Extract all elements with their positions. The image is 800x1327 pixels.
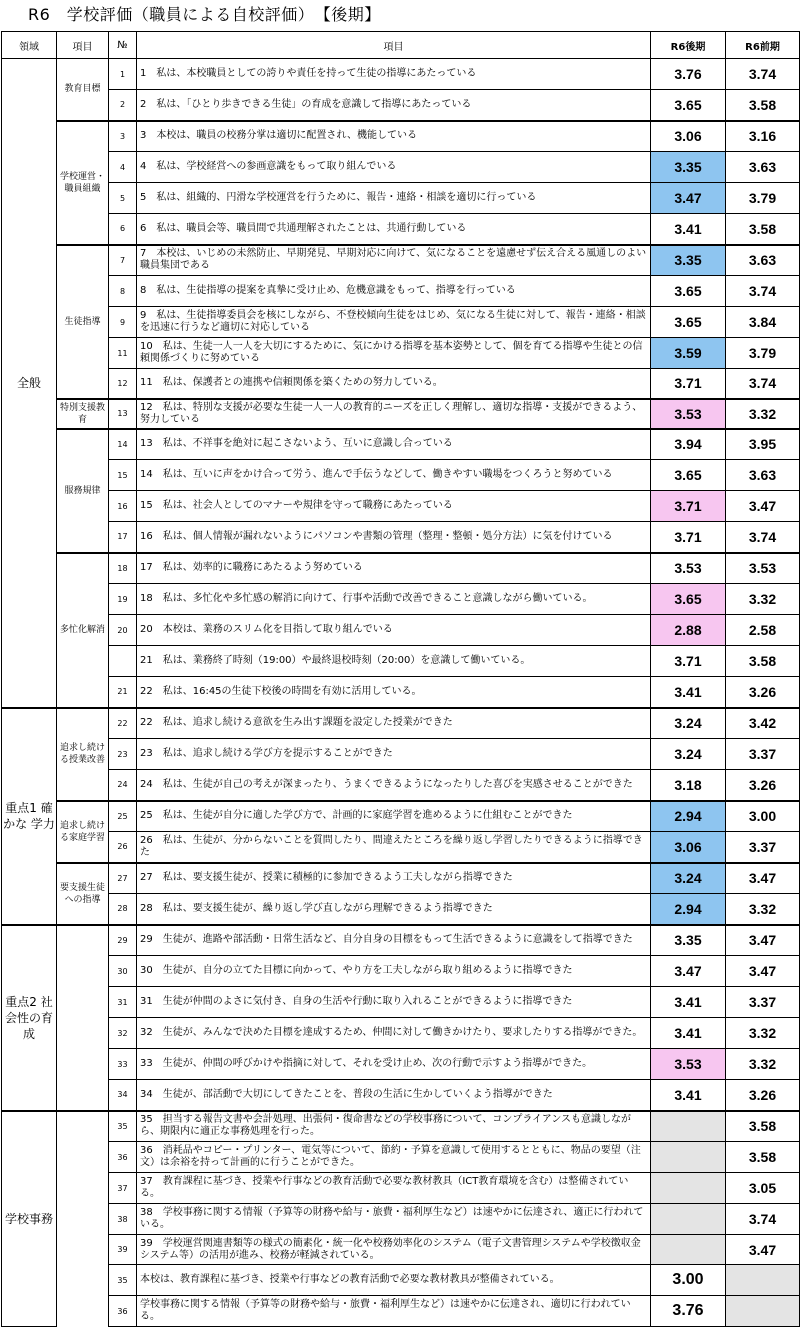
item-text: 21 私は、業務終了時刻（19:00）や最終退校時刻（20:00）を意識して働いている。 (137, 646, 651, 677)
item-text: 26 私は、生徒が、分からないことを質問したり、間違えたところを繰り返し学習したりできるように指導できた (137, 832, 651, 863)
score-r6-early: 3.47 (726, 956, 800, 987)
score-r6-late: 3.24 (651, 739, 726, 770)
score-r6-early: 3.26 (726, 770, 800, 801)
item-number: 14 (109, 429, 137, 460)
score-r6-late: 3.47 (651, 183, 726, 214)
score-r6-late: 3.65 (651, 90, 726, 121)
item-number: 1 (109, 59, 137, 90)
table-row (2, 460, 800, 491)
table-row (2, 1173, 800, 1204)
category-cell: 特別支援教育 (57, 399, 109, 429)
table-row (2, 90, 800, 121)
table-row (2, 369, 800, 399)
table-row (2, 522, 800, 553)
score-r6-late: 3.41 (651, 677, 726, 708)
item-text: 29 生徒が、進路や部活動・日常生活など、自分自身の目標をもって生活できるように意識をして指導できた (137, 925, 651, 956)
header-item: 項目 (137, 32, 651, 59)
score-r6-early: 3.00 (726, 801, 800, 832)
category-cell: 要支援生徒への指導 (57, 863, 109, 925)
domain-cell: 全般 (2, 59, 57, 708)
item-number: 12 (109, 369, 137, 399)
score-r6-late: 3.65 (651, 584, 726, 615)
table-row (2, 1080, 800, 1111)
table-row (2, 584, 800, 615)
score-r6-early: 3.47 (726, 863, 800, 894)
table-row (2, 956, 800, 987)
score-r6-early: 3.58 (726, 1142, 800, 1173)
table-row (2, 615, 800, 646)
item-text: 1 私は、本校職員としての誇りや責任を持って生徒の指導にあたっている (137, 59, 651, 90)
score-r6-late: 2.94 (651, 801, 726, 832)
item-text: 4 私は、学校経営への参画意識をもって取り組んでいる (137, 152, 651, 183)
table-row (2, 491, 800, 522)
item-text: 22 私は、16:45の生徒下校後の時間を有効に活用している。 (137, 677, 651, 708)
score-r6-early: 3.63 (726, 152, 800, 183)
item-number: 28 (109, 894, 137, 925)
item-number: 8 (109, 276, 137, 307)
score-r6-early: 3.37 (726, 832, 800, 863)
score-r6-late: 3.41 (651, 1018, 726, 1049)
item-number: 9 (109, 307, 137, 338)
table-row (2, 1142, 800, 1173)
item-number: 3 (109, 121, 137, 152)
item-text: 13 私は、不祥事を絶対に起こさないよう、互いに意識し合っている (137, 429, 651, 460)
score-r6-late: 3.71 (651, 522, 726, 553)
table-row (2, 429, 800, 460)
item-number: 17 (109, 522, 137, 553)
score-r6-late (651, 1142, 726, 1173)
item-text: 6 私は、職員会等、職員間で共通理解されたことは、共通行動している (137, 214, 651, 245)
item-text: 39 学校運営関連書類等の様式の簡素化・統一化や校務効率化のシステム（電子文書管理システムや学校徴収金システム等）の活用が進み、校務が軽減されている。 (137, 1235, 651, 1265)
item-number: 33 (109, 1049, 137, 1080)
score-r6-late: 3.24 (651, 863, 726, 894)
item-number: 16 (109, 491, 137, 522)
score-r6-early: 3.47 (726, 925, 800, 956)
item-number: 20 (109, 615, 137, 646)
score-r6-early: 3.58 (726, 214, 800, 245)
score-r6-early: 3.26 (726, 677, 800, 708)
item-text: 34 生徒が、部活動で大切にしてきたことを、普段の生活に生かしていくよう指導ができた (137, 1080, 651, 1111)
category-cell: 服務規律 (57, 429, 109, 553)
table-header (2, 32, 800, 59)
score-r6-early: 3.74 (726, 59, 800, 90)
table-row (2, 1265, 800, 1296)
category-cell: 教育目標 (57, 59, 109, 121)
score-r6-early: 3.47 (726, 1235, 800, 1265)
item-text: 10 私は、生徒一人一人を大切にするために、気にかける指導を基本姿勢として、個を育てる指導や生徒との信頼関係づくりに努めている (137, 338, 651, 369)
table-row (2, 121, 800, 152)
item-text: 27 私は、要支援生徒が、授業に積極的に参加できるよう工夫しながら指導できた (137, 863, 651, 894)
category-cell: 学校運営・職員組織 (57, 121, 109, 245)
table-row (2, 1018, 800, 1049)
score-r6-late: 3.35 (651, 925, 726, 956)
table-row (2, 801, 800, 832)
item-text: 36 消耗品やコピー・プリンター、電気等について、節約・予算を意識して使用するとともに、物品の要望（注文）は余裕を持って計画的に行うことができた。 (137, 1142, 651, 1173)
item-text: 18 私は、多忙化や多忙感の解消に向けて、行事や活動で改善できること意識しながら働いている。 (137, 584, 651, 615)
item-text: 24 私は、生徒が自己の考えが深まったり、うまくできるようになったりした喜びを実感させることができた (137, 770, 651, 801)
score-r6-late: 3.65 (651, 276, 726, 307)
table-row (2, 925, 800, 956)
table-row (2, 832, 800, 863)
item-number: 32 (109, 1018, 137, 1049)
item-number: 22 (109, 708, 137, 739)
item-text: 本校は、教育課程に基づき、授業や行事などの教育活動で必要な教材教具が整備されている。 (137, 1265, 651, 1296)
item-number: 13 (109, 399, 137, 429)
item-text: 7 本校は、いじめの未然防止、早期発見、早期対応に向けて、気になることを遠慮せず伝え合える風通しのよい職員集団である (137, 245, 651, 276)
score-r6-early: 2.58 (726, 615, 800, 646)
score-r6-late: 2.88 (651, 615, 726, 646)
table-row (2, 863, 800, 894)
item-text: 31 生徒が仲間のよさに気付き、自身の生活や行動に取り入れることができるように指導できた (137, 987, 651, 1018)
item-number: 34 (109, 1080, 137, 1111)
score-r6-early: 3.53 (726, 553, 800, 584)
table-row (2, 553, 800, 584)
score-r6-late: 3.76 (651, 1296, 726, 1327)
score-r6-early: 3.79 (726, 338, 800, 369)
category-cell: 追求し続ける授業改善 (57, 708, 109, 801)
score-r6-early (726, 1265, 800, 1296)
item-text: 学校事務に関する情報（予算等の財務や給与・旅費・福利厚生など）は速やかに伝達され、適切に行われている。 (137, 1296, 651, 1327)
score-r6-early: 3.74 (726, 522, 800, 553)
item-number: 37 (109, 1173, 137, 1204)
item-text: 17 私は、効率的に職務にあたるよう努めている (137, 553, 651, 584)
item-text: 9 私は、生徒指導委員会を核にしながら、不登校傾向生徒をはじめ、気になる生徒に対して、報告・連絡・相談を迅速に行うなど適切に対応している (137, 307, 651, 338)
item-number: 36 (109, 1142, 137, 1173)
table-row (2, 1204, 800, 1235)
table-row (2, 770, 800, 801)
item-number: 4 (109, 152, 137, 183)
score-r6-early: 3.32 (726, 584, 800, 615)
item-number: 25 (109, 801, 137, 832)
item-text: 11 私は、保護者との連携や信頼関係を築くための努力している。 (137, 369, 651, 399)
score-r6-early: 3.32 (726, 1049, 800, 1080)
score-r6-late: 3.53 (651, 1049, 726, 1080)
header-r6-late: R6後期 (651, 32, 726, 59)
score-r6-early: 3.16 (726, 121, 800, 152)
item-text: 23 私は、追求し続ける学び方を提示することができた (137, 739, 651, 770)
table-row (2, 1111, 800, 1142)
table-row (2, 183, 800, 214)
score-r6-early: 3.84 (726, 307, 800, 338)
score-r6-late: 3.41 (651, 987, 726, 1018)
domain-cell: 学校事務 (2, 1111, 57, 1327)
score-r6-early: 3.58 (726, 646, 800, 677)
item-number: 38 (109, 1204, 137, 1235)
item-text: 37 教育課程に基づき、授業や行事などの教育活動で必要な教材教具（ICT教育環境を含む）は整備されている。 (137, 1173, 651, 1204)
item-number: 21 (109, 677, 137, 708)
score-r6-early: 3.05 (726, 1173, 800, 1204)
table-row (2, 1235, 800, 1265)
header-no: № (109, 32, 137, 59)
score-r6-late: 3.71 (651, 646, 726, 677)
item-number: 7 (109, 245, 137, 276)
item-number: 11 (109, 338, 137, 369)
item-text: 30 生徒が、自分の立てた目標に向かって、やり方を工夫しながら取り組めるように指導できた (137, 956, 651, 987)
score-r6-late: 3.06 (651, 832, 726, 863)
item-text: 22 私は、追求し続ける意欲を生み出す課題を設定した授業ができた (137, 708, 651, 739)
item-text: 28 私は、要支援生徒が、繰り返し学び直しながら理解できるよう指導できた (137, 894, 651, 925)
item-number: 6 (109, 214, 137, 245)
item-number: 36 (109, 1296, 137, 1327)
score-r6-late: 3.65 (651, 460, 726, 491)
category-empty (57, 925, 109, 1111)
table-row (2, 399, 800, 429)
score-r6-late: 2.94 (651, 894, 726, 925)
table-row (2, 646, 800, 677)
score-r6-late: 3.53 (651, 553, 726, 584)
item-text: 25 私は、生徒が自分に適した学び方で、計画的に家庭学習を進めるように仕組むことができた (137, 801, 651, 832)
item-number: 15 (109, 460, 137, 491)
score-r6-late: 3.18 (651, 770, 726, 801)
table-row (2, 214, 800, 245)
table-row (2, 338, 800, 369)
evaluation-table (1, 31, 800, 1327)
score-r6-early: 3.42 (726, 708, 800, 739)
item-number: 19 (109, 584, 137, 615)
item-number: 27 (109, 863, 137, 894)
score-r6-late: 3.41 (651, 1080, 726, 1111)
score-r6-late (651, 1111, 726, 1142)
item-number: 39 (109, 1235, 137, 1265)
header-r6-early: R6前期 (726, 32, 800, 59)
score-r6-early: 3.32 (726, 894, 800, 925)
score-r6-early: 3.95 (726, 429, 800, 460)
table-row (2, 276, 800, 307)
category-cell: 追求し続ける家庭学習 (57, 801, 109, 863)
score-r6-early: 3.63 (726, 460, 800, 491)
score-r6-late: 3.00 (651, 1265, 726, 1296)
item-text: 8 私は、生徒指導の提案を真摯に受け止め、危機意識をもって、指導を行っている (137, 276, 651, 307)
table-row (2, 1049, 800, 1080)
score-r6-late (651, 1235, 726, 1265)
item-number: 23 (109, 739, 137, 770)
score-r6-early: 3.63 (726, 245, 800, 276)
item-number: 35 (109, 1111, 137, 1142)
item-number: 2 (109, 90, 137, 121)
item-number: 35 (109, 1265, 137, 1296)
item-text: 32 生徒が、みんなで決めた目標を達成するため、仲間に対して働きかけたり、要求したりする指導ができた。 (137, 1018, 651, 1049)
item-number: 31 (109, 987, 137, 1018)
item-number (109, 646, 137, 677)
score-r6-early: 3.58 (726, 90, 800, 121)
score-r6-early: 3.79 (726, 183, 800, 214)
table-row (2, 59, 800, 90)
score-r6-early: 3.58 (726, 1111, 800, 1142)
score-r6-late: 3.35 (651, 152, 726, 183)
category-cell: 生徒指導 (57, 245, 109, 399)
item-text: 14 私は、互いに声をかけ合って労う、進んで手伝うなどして、働きやすい職場をつくろうと努めている (137, 460, 651, 491)
item-text: 3 本校は、職員の校務分掌は適切に配置され、機能している (137, 121, 651, 152)
item-text: 15 私は、社会人としてのマナーや規律を守って職務にあたっている (137, 491, 651, 522)
item-text: 35 担当する報告文書や会計処理、出張伺・復命書などの学校事務について、コンプライアンスも意識しながら、期限内に適正な事務処理を行った。 (137, 1111, 651, 1142)
score-r6-early: 3.47 (726, 491, 800, 522)
domain-cell: 重点2 社会性の育成 (2, 925, 57, 1111)
table-row (2, 894, 800, 925)
score-r6-late (651, 1173, 726, 1204)
table-row (2, 1296, 800, 1327)
score-r6-early: 3.32 (726, 399, 800, 429)
item-number: 30 (109, 956, 137, 987)
score-r6-late: 3.76 (651, 59, 726, 90)
score-r6-late: 3.71 (651, 369, 726, 399)
score-r6-late: 3.59 (651, 338, 726, 369)
table-row (2, 708, 800, 739)
score-r6-late: 3.71 (651, 491, 726, 522)
score-r6-early: 3.26 (726, 1080, 800, 1111)
category-empty (57, 1111, 109, 1327)
item-text: 2 私は、「ひとり歩きできる生徒」の育成を意識して指導にあたっている (137, 90, 651, 121)
item-number: 26 (109, 832, 137, 863)
header-category: 項目 (57, 32, 109, 59)
page-title: R6 学校評価（職員による自校評価） 【後期】 (28, 5, 381, 24)
score-r6-early: 3.32 (726, 1018, 800, 1049)
item-text: 38 学校事務に関する情報（予算等の財務や給与・旅費・福利厚生など）は速やかに伝達され、適正に行われている。 (137, 1204, 651, 1235)
score-r6-late: 3.41 (651, 214, 726, 245)
header-domain: 領域 (2, 32, 57, 59)
score-r6-late: 3.06 (651, 121, 726, 152)
score-r6-late: 3.94 (651, 429, 726, 460)
score-r6-late: 3.65 (651, 307, 726, 338)
item-number: 29 (109, 925, 137, 956)
item-text: 5 私は、組織的、円滑な学校運営を行うために、報告・連絡・相談を適切に行っている (137, 183, 651, 214)
domain-cell: 重点1 確かな 学力 (2, 708, 57, 925)
item-text: 20 本校は、業務のスリム化を目指して取り組んでいる (137, 615, 651, 646)
table-row (2, 987, 800, 1018)
item-number: 24 (109, 770, 137, 801)
score-r6-early: 3.74 (726, 276, 800, 307)
score-r6-late: 3.35 (651, 245, 726, 276)
item-text: 33 生徒が、仲間の呼びかけや指摘に対して、それを受け止め、次の行動で示すよう指導ができた。 (137, 1049, 651, 1080)
table-row (2, 677, 800, 708)
score-r6-early (726, 1296, 800, 1327)
item-number: 5 (109, 183, 137, 214)
table-row (2, 245, 800, 276)
table-row (2, 739, 800, 770)
item-text: 16 私は、個人情報が漏れないようにパソコンや書類の管理（整理・整頓・処分方法）に気を付けている (137, 522, 651, 553)
score-r6-early: 3.74 (726, 369, 800, 399)
score-r6-late: 3.24 (651, 708, 726, 739)
score-r6-early: 3.37 (726, 987, 800, 1018)
table-row (2, 152, 800, 183)
item-number: 18 (109, 553, 137, 584)
score-r6-late: 3.47 (651, 956, 726, 987)
table-row (2, 307, 800, 338)
item-text: 12 私は、特別な支援が必要な生徒一人一人の教育的ニーズを正しく理解し、適切な指導・支援ができるよう、努力している (137, 399, 651, 429)
score-r6-early: 3.37 (726, 739, 800, 770)
category-cell: 多忙化解消 (57, 553, 109, 708)
score-r6-late (651, 1204, 726, 1235)
score-r6-early: 3.74 (726, 1204, 800, 1235)
score-r6-late: 3.53 (651, 399, 726, 429)
